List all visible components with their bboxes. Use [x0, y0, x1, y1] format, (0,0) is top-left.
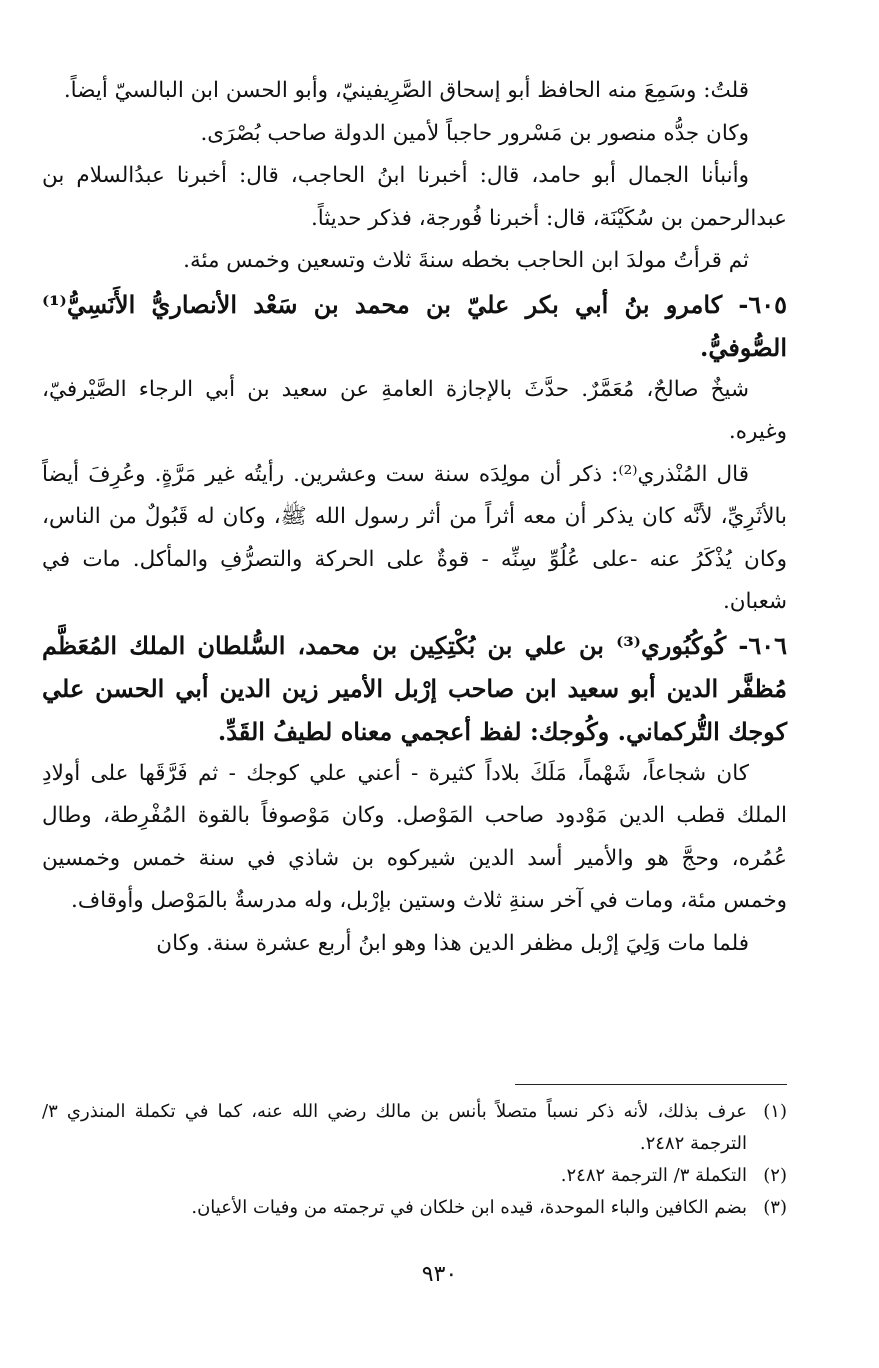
paragraph: قلتُ: وسَمِعَ منه الحافظ أبو إسحاق الصَّرِيفينيّ، وأبو الحسن ابن البالسيّ أيضاً. [63, 78, 749, 103]
footnote [42, 1192, 787, 1224]
paragraph: وكان جدُّه منصور بن مَسْرور حاجباً لأمين الدولة صاحب بُصْرَى. [200, 120, 749, 146]
paragraph: شيخٌ صالحٌ، مُعَمَّرٌ. حدَّثَ بالإجازة العامةِ عن سعيد بن أبي الرجاء الصَّيْرفيّ، وغيره. [42, 376, 787, 444]
footnote-text: التكملة ٣/ الترجمة ٢٤٨٢. [560, 1165, 747, 1186]
footnote-number: (١) [763, 1101, 787, 1122]
page-number: ٩٣٠ [421, 1262, 458, 1287]
paragraph: ثم قرأتُ مولدَ ابن الحاجب بخطه سنةَ ثلاث وتسعين وخمس مئة. [183, 248, 749, 273]
paragraph: وأنبأنا الجمال أبو حامد، قال: أخبرنا ابنُ الحاجب، قال: أخبرنا عبدُالسلام بن عبدالرحمن بن سُكَيْنَة، قال: أخبرنا فُورجة، فذكر حديثاً. [42, 163, 787, 231]
footnote-text: بضم الكافين والباء الموحدة، قيده ابن خلكان في ترجمته من وفيات الأعيان. [191, 1197, 747, 1218]
footnote-text: عرف بذلك، لأنه ذكر نسباً متصلاً بأنس بن مالك رضي الله عنه، كما في تكملة المنذري ٣/ الترجمة ٢٤٨٢. [42, 1101, 747, 1154]
paragraph: فلما مات وَلِيَ إرْبل مظفر الدين هذا وهو ابنُ أربع عشرة سنة. وكان [156, 930, 749, 956]
footnote-number: (٢) [763, 1165, 787, 1186]
footnote [42, 1160, 787, 1192]
footnotes [42, 1096, 787, 1224]
footnote [42, 1096, 787, 1160]
footnote-divider [515, 1084, 787, 1085]
entry-heading-605: ٦٠٥- كامرو بنُ أبي بكر عليّ بن محمد بن سَعْد الأنصاريُّ الأَنَسِيُّ⁽¹⁾ الصُّوفيُّ. [42, 289, 787, 362]
entry-heading-606: ٦٠٦- كُوكُبُوري⁽³⁾ بن علي بن بُكْتِكِين بن محمد، السُّلطان الملك المُعَظَّم مُظفَّر الدين أبو سعيد ابن صاحب إرْبل الأمير زين الدين أبي الحسن علي كوجك التُّركماني. وكُوجك: لفظ أعجمي معناه لطيفُ القَدِّ. [42, 630, 788, 746]
footnote-number: (٣) [763, 1197, 787, 1218]
paragraph: كان شجاعاً، شَهْماً، مَلَكَ بلاداً كثيرة - أعني علي كوجك - ثم فَرَّقَها على أولادِ الملك قطب الدين مَوْدود صاحب المَوْصل. وكان مَوْصوفاً بالقوة المُفْرِطة، وطال عُمُره، وحجَّ هو والأمير أسد الدين شيركوه بن شاذي في سنة خمس وخمسين وخمس مئة، ومات في آخر سنةِ ثلاث وستين بإرْبل، وله مدرسةٌ بالمَوْصل وأوقاف. [42, 760, 787, 913]
body-text [42, 70, 787, 965]
paragraph: قال المُنْذري⁽²⁾: ذكر أن مولِدَه سنة ست وعشرين. رأيتُه غير مَرَّةٍ. وعُرِفَ أيضاً بالأثَرِيِّ، لأنَّه كان يذكر أن معه أثراً من أثر رسول الله ﷺ، وكان له قَبُولٌ من الناس، وكان يُذْكَرُ عنه -على عُلُوِّ سِنِّه - قوةٌ على الحركة والتصرُّفِ والمأكل. مات في شعبان. [42, 461, 787, 614]
